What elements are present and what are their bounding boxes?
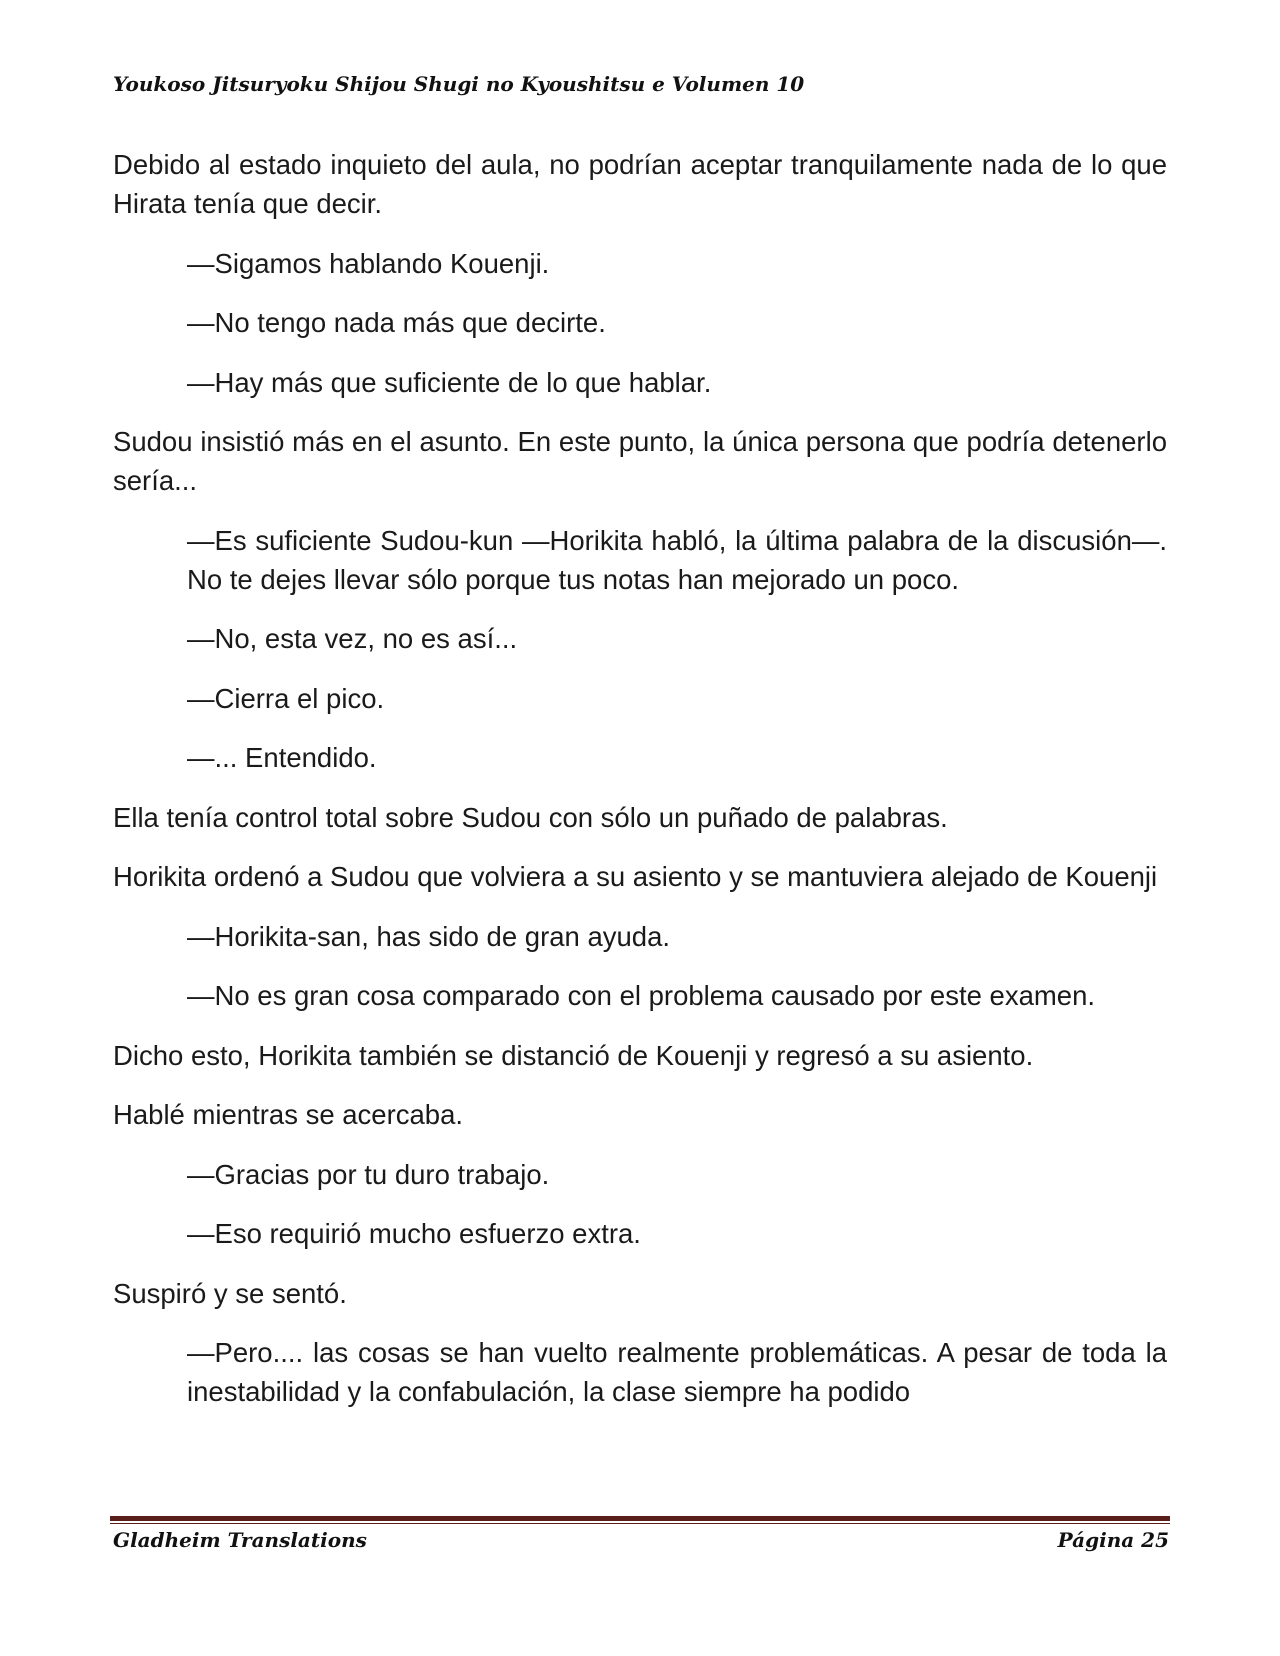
- dialog-line: —Sigamos hablando Kouenji.: [187, 247, 550, 279]
- dialog-line: —Eso requirió mucho esfuerzo extra.: [187, 1218, 641, 1249]
- dialog-line: —Es suficiente Sudou-kun —Horikita habló, la última palabra de la discusión—. No te dejes llevar sólo porque tus notas han mejorado un poco.: [187, 524, 1167, 595]
- paragraph: Dicho esto, Horikita también se distanció de Kouenji y regresó a su asiento.: [113, 1039, 1034, 1071]
- running-footer: [113, 1528, 1169, 1552]
- paragraph: Debido al estado inquieto del aula, no podrían aceptar tranquilamente nada de lo que Hirata tenía que decir.: [113, 149, 1167, 219]
- dialog-line: —Pero.... las cosas se han vuelto realmente problemáticas. A pesar de toda la inestabilidad y la confabulación, la clase siempre ha podido: [187, 1337, 1167, 1407]
- dialog-line: —No, esta vez, no es así...: [187, 623, 518, 654]
- page-number: Página 25: [1057, 1528, 1169, 1552]
- dialog-line: —Hay más que suficiente de lo que hablar.: [187, 366, 712, 398]
- footer-credit: Gladheim Translations: [113, 1528, 367, 1552]
- footer-rule-thick: [110, 1516, 1170, 1521]
- paragraph: Sudou insistió más en el asunto. En este punto, la única persona que podría detenerlo sería...: [113, 426, 1167, 496]
- paragraph: Suspiró y se sentó.: [113, 1277, 347, 1309]
- running-header: Youkoso Jitsuryoku Shijou Shugi no Kyoushitsu e Volumen 10: [113, 72, 805, 96]
- dialog-line: —Cierra el pico.: [187, 682, 385, 714]
- body-text: [113, 145, 1167, 1432]
- dialog-line: —... Entendido.: [187, 742, 377, 773]
- dialog-line: —No es gran cosa comparado con el problema causado por este examen.: [187, 980, 1096, 1011]
- footer-rule: [110, 1516, 1170, 1524]
- dialog-line: —No tengo nada más que decirte.: [187, 307, 606, 338]
- paragraph: Horikita ordenó a Sudou que volviera a su asiento y se mantuviera alejado de Kouenji: [113, 861, 1158, 892]
- dialog-line: —Horikita-san, has sido de gran ayuda.: [187, 920, 671, 952]
- dialog-line: —Gracias por tu duro trabajo.: [187, 1158, 550, 1190]
- paragraph: Hablé mientras se acercaba.: [113, 1099, 464, 1130]
- footer-rule-thin: [110, 1523, 1170, 1524]
- paragraph: Ella tenía control total sobre Sudou con sólo un puñado de palabras.: [113, 801, 948, 833]
